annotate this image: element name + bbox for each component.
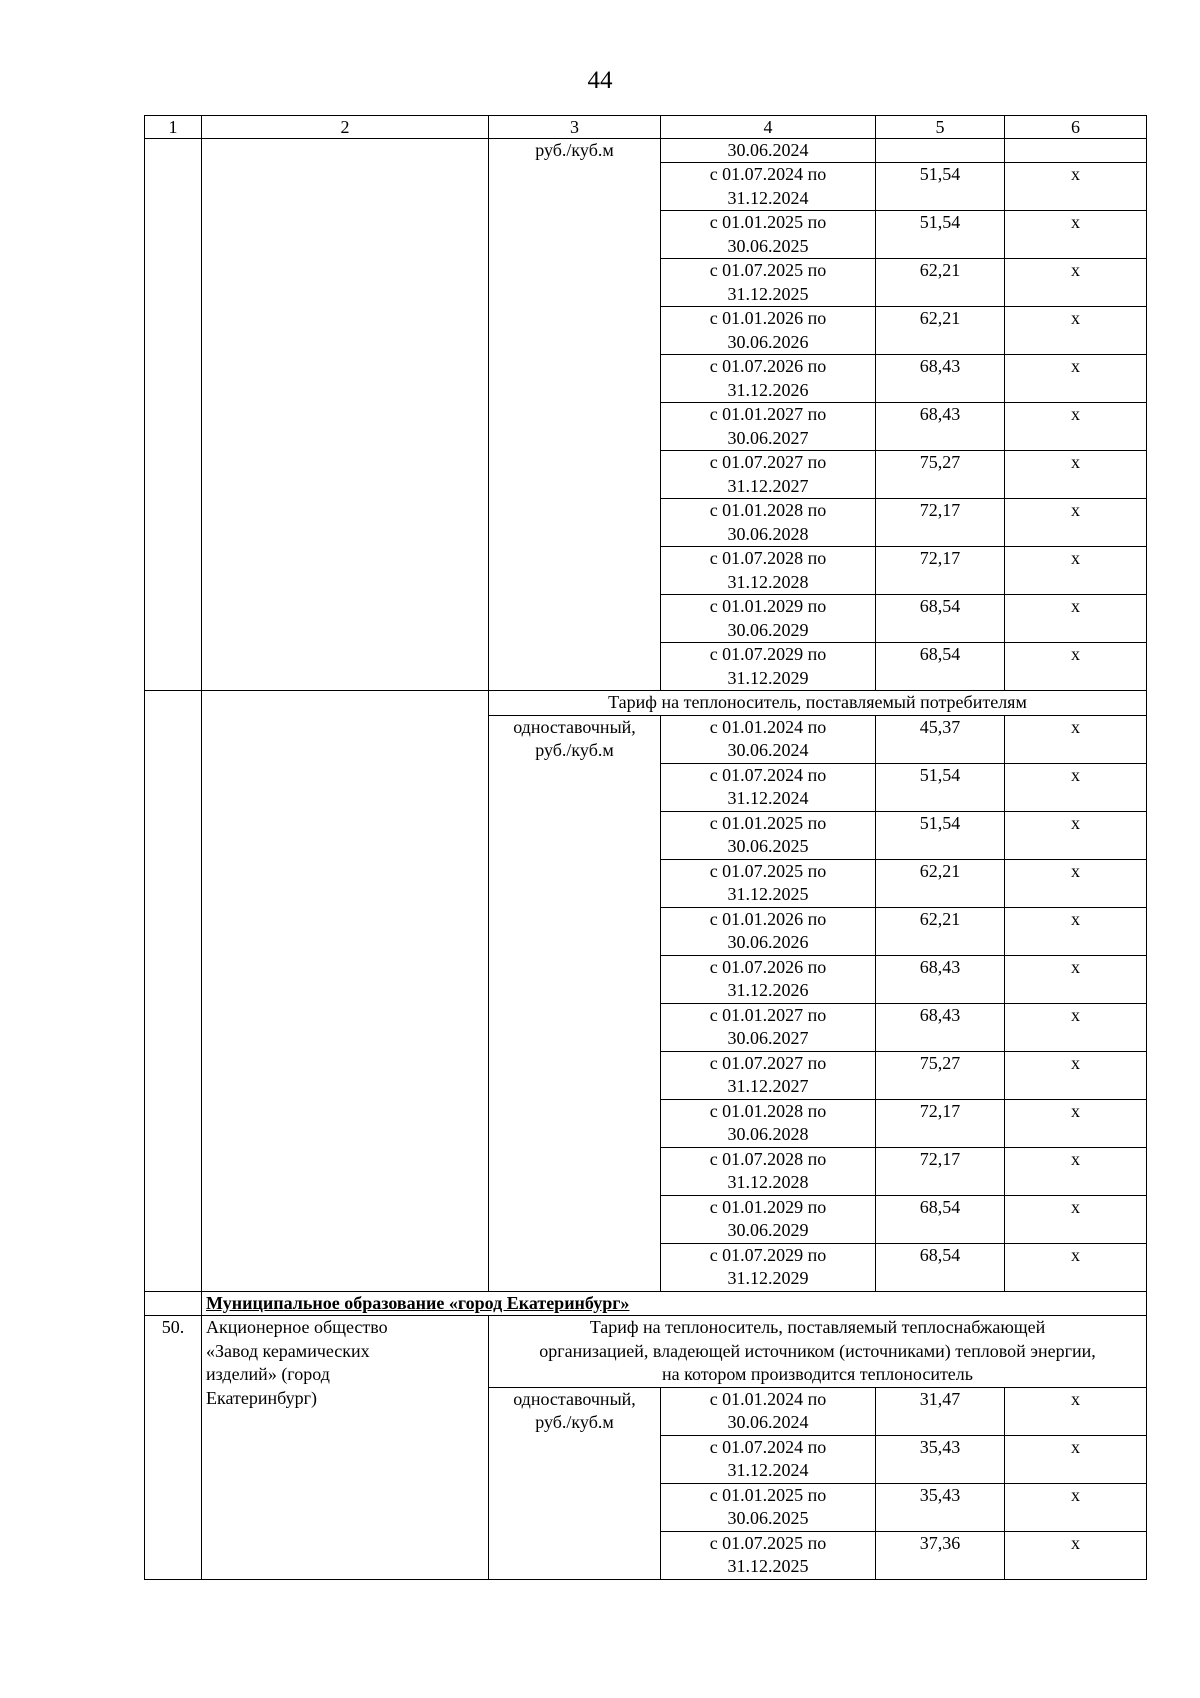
period-start: с 01.07.2025 по [709, 260, 827, 280]
value-cell: 75,27 [876, 1051, 1005, 1099]
period-start: с 01.07.2029 по [709, 1244, 827, 1265]
period-start: с 01.01.2026 по [709, 308, 827, 328]
period-end: 30.06.2024 [727, 740, 809, 760]
unit-line: руб./куб.м [535, 1412, 614, 1432]
period-cell [661, 1387, 876, 1435]
value-cell: 37,36 [876, 1531, 1005, 1579]
value-cell: 68,43 [876, 355, 1005, 403]
period-cell [661, 763, 876, 811]
mark-cell: х [1005, 547, 1147, 595]
value-cell: 62,21 [876, 859, 1005, 907]
section-title [489, 1316, 1147, 1388]
period-end: 30.06.2027 [727, 427, 809, 448]
period-cell [661, 211, 876, 259]
period-start: с 01.01.2029 по [709, 596, 827, 616]
period-cell [661, 1531, 876, 1579]
mark-cell: х [1005, 907, 1147, 955]
org-cell [202, 691, 489, 1292]
unit-cell [489, 715, 661, 1291]
value-cell: 72,17 [876, 547, 1005, 595]
org-name-line: «Завод керамических [206, 1340, 370, 1361]
period-cell: 30.06.2024 [661, 139, 876, 163]
unit-line: руб./куб.м [535, 740, 614, 760]
value-cell: 68,54 [876, 595, 1005, 643]
mark-cell: х [1005, 859, 1147, 907]
value-cell: 51,54 [876, 763, 1005, 811]
mark-cell: х [1005, 1435, 1147, 1483]
period-start: с 01.01.2024 по [709, 716, 827, 737]
mark-cell: х [1005, 955, 1147, 1003]
period-cell [661, 811, 876, 859]
period-cell [661, 403, 876, 451]
period-start: с 01.07.2025 по [709, 1532, 827, 1553]
mark-cell: х [1005, 763, 1147, 811]
period-end: 30.06.2028 [727, 523, 809, 544]
period-end: 30.06.2025 [727, 235, 809, 256]
value-cell: 62,21 [876, 307, 1005, 355]
period-start: с 01.01.2029 по [709, 1196, 827, 1217]
period-start: с 01.07.2026 по [709, 956, 827, 977]
period-start: с 01.07.2025 по [709, 860, 827, 881]
value-cell: 68,43 [876, 1003, 1005, 1051]
period-start: с 01.01.2027 по [709, 404, 827, 424]
period-cell [661, 1099, 876, 1147]
period-end: 31.12.2024 [727, 187, 809, 208]
value-cell: 51,54 [876, 811, 1005, 859]
period-end: 31.12.2025 [727, 884, 809, 904]
mark-cell: х [1005, 259, 1147, 307]
value-cell: 35,43 [876, 1435, 1005, 1483]
value-cell: 72,17 [876, 1099, 1005, 1147]
period-start: с 01.07.2028 по [709, 1148, 827, 1169]
table-row [145, 139, 1147, 163]
period-cell [661, 1243, 876, 1291]
mark-cell: х [1005, 211, 1147, 259]
period-end: 31.12.2027 [727, 1076, 809, 1096]
mark-cell: х [1005, 1243, 1147, 1291]
section-title-line: организацией, владеющей источником (источниками) тепловой энергии, [539, 1340, 1096, 1361]
value-cell: 62,21 [876, 259, 1005, 307]
value-cell: 68,54 [876, 643, 1005, 691]
unit-line: одноставочный, [513, 716, 636, 737]
mark-cell: х [1005, 1483, 1147, 1531]
period-cell [661, 1483, 876, 1531]
number-cell [145, 1291, 202, 1316]
period-cell [661, 715, 876, 763]
period-end: 30.06.2029 [727, 1220, 809, 1240]
period-start: с 01.01.2024 по [709, 1388, 827, 1409]
period-cell [661, 1003, 876, 1051]
period-cell [661, 163, 876, 211]
header-cell: 2 [202, 116, 489, 139]
number-cell [145, 691, 202, 1292]
period-start: с 01.01.2025 по [709, 1484, 827, 1505]
period-cell [661, 595, 876, 643]
period-start: с 01.07.2024 по [709, 164, 827, 184]
org-cell [202, 139, 489, 691]
mark-cell: х [1005, 1387, 1147, 1435]
period-end: 31.12.2024 [727, 788, 809, 808]
section-row [145, 1316, 1147, 1388]
period-end: 31.12.2025 [727, 1556, 809, 1576]
period-end: 30.06.2028 [727, 1124, 809, 1144]
period-start: с 01.07.2026 по [709, 356, 827, 376]
period-cell [661, 355, 876, 403]
section-title-line: на котором производится теплоноситель [662, 1364, 973, 1384]
value-cell: 68,43 [876, 403, 1005, 451]
period-start: с 01.01.2025 по [709, 212, 827, 232]
value-cell: 68,43 [876, 955, 1005, 1003]
period-start: с 01.01.2026 по [709, 908, 827, 929]
page-number: 44 [587, 67, 613, 94]
org-name-line: Екатеринбург) [206, 1387, 317, 1408]
number-cell [145, 139, 202, 691]
mark-cell: х [1005, 595, 1147, 643]
value-cell: 68,54 [876, 1243, 1005, 1291]
header-cell: 4 [661, 116, 876, 139]
mark-cell: х [1005, 163, 1147, 211]
header-cell: 3 [489, 116, 661, 139]
period-cell [661, 643, 876, 691]
period-start: с 01.01.2028 по [709, 1100, 827, 1121]
period-start: с 01.07.2024 по [709, 764, 827, 785]
period-end: 30.06.2024 [727, 1412, 809, 1432]
period-cell [661, 1147, 876, 1195]
org-name [202, 1316, 489, 1580]
period-cell [661, 1051, 876, 1099]
value-cell: 75,27 [876, 451, 1005, 499]
unit-line: одноставочный, [513, 1388, 636, 1409]
period-cell [661, 307, 876, 355]
period-cell [661, 499, 876, 547]
value-cell: 72,17 [876, 499, 1005, 547]
period-end: 30.06.2026 [727, 331, 809, 352]
mark-cell: х [1005, 1147, 1147, 1195]
header-row [145, 116, 1147, 139]
period-cell [661, 955, 876, 1003]
org-name-line: Акционерное общество [206, 1317, 388, 1337]
municipality-row [145, 1291, 1147, 1316]
period-cell [661, 907, 876, 955]
period-start: с 01.01.2025 по [709, 812, 827, 833]
period-end: 31.12.2025 [727, 283, 809, 304]
period-end: 31.12.2029 [727, 1268, 809, 1288]
mark-cell: х [1005, 715, 1147, 763]
mark-cell: х [1005, 643, 1147, 691]
mark-cell: х [1005, 499, 1147, 547]
period-end: 31.12.2029 [727, 667, 809, 688]
mark-cell: х [1005, 1195, 1147, 1243]
period-end: 30.06.2025 [727, 836, 809, 856]
unit-cell: руб./куб.м [489, 139, 661, 691]
period-end: 31.12.2027 [727, 475, 809, 496]
mark-cell: х [1005, 1003, 1147, 1051]
value-cell [876, 139, 1005, 163]
period-cell [661, 259, 876, 307]
value-cell: 62,21 [876, 907, 1005, 955]
period-end: 31.12.2028 [727, 571, 809, 592]
period-end: 31.12.2028 [727, 1172, 809, 1192]
period-end: 30.06.2025 [727, 1508, 809, 1528]
period-cell [661, 1435, 876, 1483]
period-end: 30.06.2029 [727, 619, 809, 640]
municipality-title: Муниципальное образование «город Екатеринбург» [202, 1291, 1147, 1316]
unit-cell [489, 1387, 661, 1579]
value-cell: 45,37 [876, 715, 1005, 763]
mark-cell: х [1005, 355, 1147, 403]
period-cell [661, 859, 876, 907]
period-cell [661, 1195, 876, 1243]
mark-cell: х [1005, 1099, 1147, 1147]
org-name-line: изделий» (город [206, 1364, 330, 1384]
period-end: 31.12.2024 [727, 1460, 809, 1480]
mark-cell: х [1005, 811, 1147, 859]
value-cell: 72,17 [876, 1147, 1005, 1195]
mark-cell: х [1005, 307, 1147, 355]
period-start: с 01.01.2027 по [709, 1004, 827, 1025]
value-cell: 35,43 [876, 1483, 1005, 1531]
period-end: 31.12.2026 [727, 379, 809, 400]
mark-cell: х [1005, 1531, 1147, 1579]
period-end: 30.06.2026 [727, 932, 809, 952]
entry-number: 50. [145, 1316, 202, 1580]
period-start: с 01.07.2024 по [709, 1436, 827, 1457]
value-cell: 68,54 [876, 1195, 1005, 1243]
header-cell: 6 [1005, 116, 1147, 139]
period-start: с 01.07.2029 по [709, 644, 827, 664]
section-title: Тариф на теплоноситель, поставляемый потребителям [489, 691, 1147, 716]
header-cell: 1 [145, 116, 202, 139]
tariff-table [144, 115, 1147, 1580]
mark-cell: х [1005, 403, 1147, 451]
period-start: с 01.07.2027 по [709, 1052, 827, 1073]
period-cell [661, 451, 876, 499]
value-cell: 51,54 [876, 163, 1005, 211]
period-start: с 01.07.2027 по [709, 452, 827, 472]
section-title-line: Тариф на теплоноситель, поставляемый теплоснабжающей [589, 1317, 1046, 1337]
period-start: с 01.07.2028 по [709, 548, 827, 568]
section-row [145, 691, 1147, 716]
header-cell: 5 [876, 116, 1005, 139]
period-end: 31.12.2026 [727, 980, 809, 1000]
period-cell [661, 547, 876, 595]
mark-cell: х [1005, 451, 1147, 499]
value-cell: 31,47 [876, 1387, 1005, 1435]
period-start: с 01.01.2028 по [709, 500, 827, 520]
mark-cell: х [1005, 1051, 1147, 1099]
value-cell: 51,54 [876, 211, 1005, 259]
mark-cell [1005, 139, 1147, 163]
period-end: 30.06.2027 [727, 1028, 809, 1048]
